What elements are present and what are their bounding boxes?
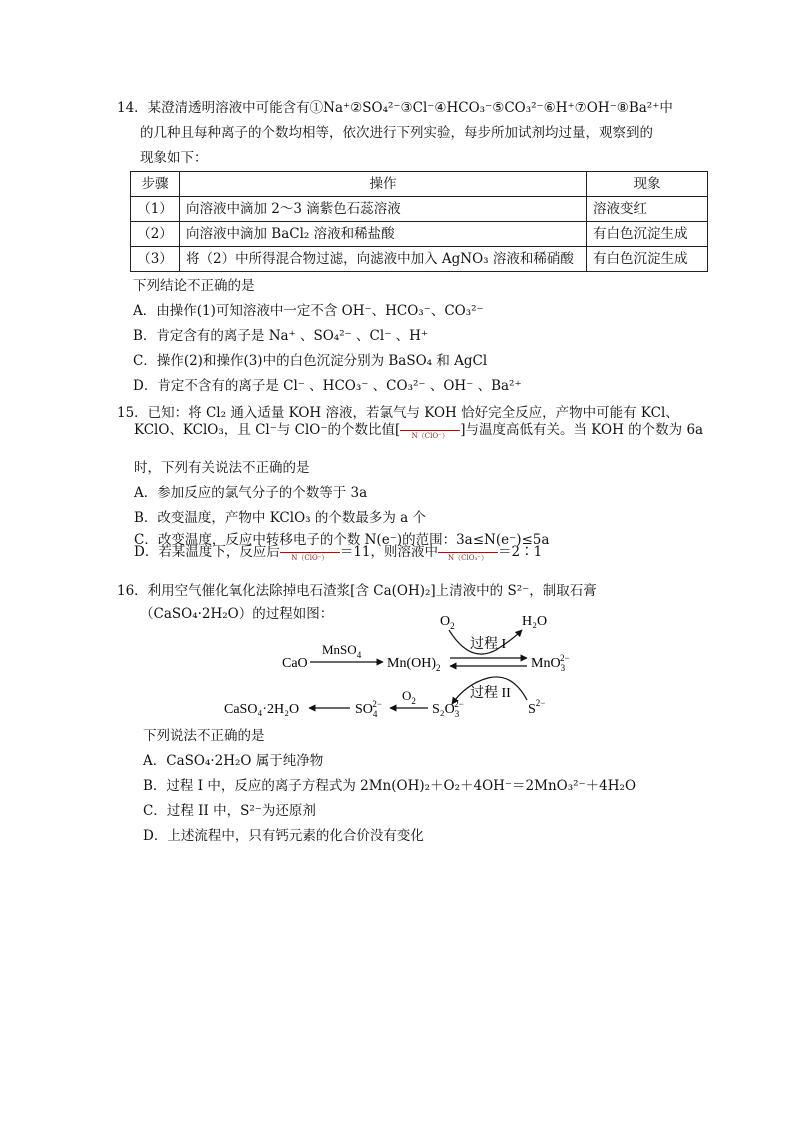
table-cell-result: 有白色沉淀生成 [587, 222, 708, 247]
q14-stem-line2: 的几种且每种离子的个数均相等，依次进行下列实验，每步所加试剂均过量，观察到的 [140, 125, 653, 141]
q15-line2-a: KClO、KClO₃，且 Cl⁻与 ClO⁻的个数比值[ [134, 422, 401, 438]
table-cell-step: （3） [131, 247, 180, 272]
q15-option-d-denominator: N（ClO⁻） [280, 552, 340, 562]
q15-option-a: A．参加反应的氯气分子的个数等于 3a [134, 485, 368, 501]
q14-option-b: B．肯定含有的离子是 Na⁺ 、SO₄²⁻ 、Cl⁻ 、H⁺ [133, 328, 429, 344]
q14-option-c: C．操作(2)和操作(3)中的白色沉淀分别为 BaSO₄ 和 AgCl [133, 353, 488, 369]
diagram-h2o: H₂O [522, 614, 548, 629]
q15-option-b: B．改变温度，产物中 KClO₃ 的个数最多为 a 个 [134, 510, 426, 526]
diagram-mnso4: MnSO$_4$ [322, 642, 362, 660]
table-header-operation: 操作 [180, 172, 587, 197]
diagram-mnoh2: $Mn(OH)_2$ [387, 656, 441, 673]
table-cell-operation: 向溶液中滴加 BaCl₂ 溶液和稀盐酸 [180, 222, 587, 247]
q16-line1: 16．利用空气催化氧化法除掉电石渣浆[含 Ca(OH)₂]上清液中的 S²⁻，制取石膏 [117, 583, 597, 599]
q15-option-c: C．改变温度，反应中转移电子的个数 N(e⁻)的范围：3a≤N(e⁻)≤5a [134, 532, 550, 548]
diagram-so4: $SO_42-$ [355, 699, 382, 719]
table-cell-operation: 向溶液中滴加 2～3 滴紫色石蕊溶液 [180, 197, 587, 222]
diagram-mno3: MnO$_3$2− [531, 653, 570, 673]
diagram-s2: $S^{2-}$ [528, 698, 546, 717]
q15-option-d-b: ＝11，则溶液中 [339, 544, 439, 560]
diagram-process1-label: 过程 I [470, 637, 507, 652]
table-cell-result: 溶液变红 [587, 197, 708, 222]
q16-option-a: A．CaSO₄·2H₂O 属于纯净物 [143, 753, 324, 769]
q15-line2-b: ]与温度高低有关。当 KOH 的个数为 6a [460, 422, 704, 438]
diagram-cao: CaO [282, 656, 308, 671]
q16-option-c: C．过程 II 中，S²⁻为还原剂 [143, 803, 316, 819]
q16-question: 下列说法不正确的是 [143, 728, 265, 744]
table-header-result: 现象 [587, 172, 708, 197]
q15-option-d-a: D．若某温度下，反应后 [134, 544, 280, 560]
diagram-o2-top: $O_2$ [440, 614, 455, 631]
diagram-caso4: CaSO₄·2H₂O [224, 702, 300, 717]
table-header-step: 步骤 [131, 172, 180, 197]
q16-line2: （CaSO₄·2H₂O）的过程如图： [140, 606, 334, 622]
q14-option-d: D．肯定不含有的离子是 Cl⁻ 、HCO₃⁻ 、CO₃²⁻ 、OH⁻ 、Ba²⁺ [133, 378, 522, 394]
q16-option-b: B．过程 I 中，反应的离子方程式为 2Mn(OH)₂＋O₂＋4OH⁻＝2MnO₃²⁻＋4H₂O [143, 778, 637, 794]
table-cell-result: 有白色沉淀生成 [587, 247, 708, 272]
q15-line3: 时，下列有关说法不正确的是 [134, 460, 310, 476]
q14-question: 下列结论不正确的是 [133, 278, 255, 294]
q15-option-d-denominator2: N（ClO₃⁻） [438, 552, 498, 562]
q14-option-a: A．由操作(1)可知溶液中一定不含 OH⁻、HCO₃⁻、CO₃²⁻ [133, 303, 484, 319]
q15-ratio-denominator: N（ClO⁻） [400, 430, 460, 440]
q14-stem-line3: 现象如下： [140, 150, 208, 166]
table-cell-step: （1） [131, 197, 180, 222]
q16-option-d: D．上述流程中，只有钙元素的化合价没有变化 [143, 828, 424, 844]
diagram-process2-label: 过程 II [470, 686, 511, 701]
q14-stem-line1: 14．某澄清透明溶液中可能含有①Na⁺②SO₄²⁻③Cl⁻④HCO₃⁻⑤CO₃²⁻⑥H⁺⑦OH⁻⑧Ba²⁺中 [117, 100, 673, 116]
table-cell-operation: 将（2）中所得混合物过滤，向滤液中加入 AgNO₃ 溶液和稀硝酸 [180, 247, 587, 272]
table-cell-step: （2） [131, 222, 180, 247]
diagram-s2o3: $S_2O_32-$ [432, 699, 464, 719]
diagram-o2-bottom: $O_2$ [402, 688, 416, 706]
q15-option-d-c: ＝2∶1 [498, 544, 543, 560]
q15-line1: 15．已知：将 Cl₂ 通入适量 KOH 溶液，若氯气与 KOH 恰好完全反应，产物中可能有 KCl、 [117, 405, 679, 421]
